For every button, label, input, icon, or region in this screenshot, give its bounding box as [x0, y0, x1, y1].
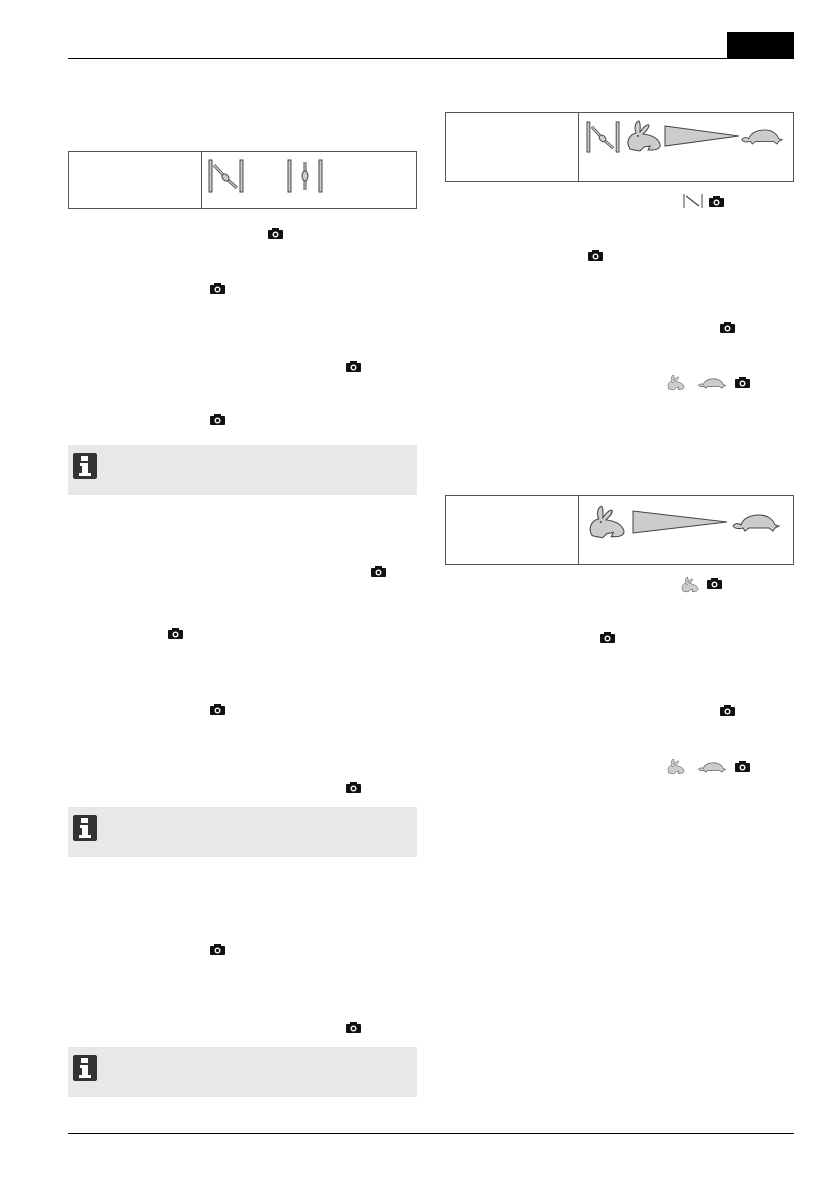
- valve-symbol-box: [68, 151, 417, 209]
- tortoise-icon: [730, 512, 782, 534]
- camera-icon: [210, 704, 225, 715]
- rabbit-icon: [586, 504, 628, 540]
- tortoise-icon: [740, 127, 784, 147]
- camera-icon: [346, 1022, 361, 1033]
- camera-icon: [210, 414, 225, 425]
- camera-icon: [268, 228, 283, 239]
- camera-icon: [720, 322, 735, 333]
- rabbit-small-icon: [680, 576, 700, 593]
- speed-wedge-icon: [632, 510, 728, 534]
- valve-small-icon: [683, 194, 703, 208]
- camera-icon: [600, 632, 615, 643]
- speed-symbol-box: [445, 495, 794, 565]
- camera-icon: [371, 566, 386, 577]
- camera-icon: [346, 361, 361, 372]
- camera-icon: [168, 628, 183, 639]
- camera-icon: [210, 283, 225, 294]
- camera-icon: [707, 578, 722, 589]
- rabbit-icon: [624, 119, 664, 153]
- valve-open-icon: [208, 159, 244, 193]
- camera-icon: [346, 782, 361, 793]
- camera-icon: [735, 761, 750, 772]
- valve-open-icon: [586, 121, 620, 153]
- info-icon: [73, 1055, 97, 1081]
- camera-icon: [709, 196, 724, 207]
- info-note: [68, 1047, 417, 1097]
- camera-icon: [210, 944, 225, 955]
- valve-closed-icon: [287, 159, 323, 193]
- rabbit-small-icon: [666, 374, 686, 391]
- tortoise-small-icon: [697, 761, 727, 774]
- info-icon: [73, 815, 97, 841]
- tortoise-small-icon: [697, 377, 727, 390]
- info-icon: [73, 453, 97, 479]
- info-note: [68, 807, 417, 857]
- section-tab: [727, 32, 794, 59]
- header-rule: [68, 58, 794, 59]
- speed-wedge-icon: [664, 125, 740, 147]
- footer-rule: [68, 1133, 794, 1134]
- speed-valve-symbol-box: [445, 112, 794, 182]
- camera-icon: [588, 250, 603, 261]
- rabbit-small-icon: [666, 758, 686, 775]
- camera-icon: [735, 377, 750, 388]
- camera-icon: [720, 705, 735, 716]
- info-note: [68, 445, 417, 495]
